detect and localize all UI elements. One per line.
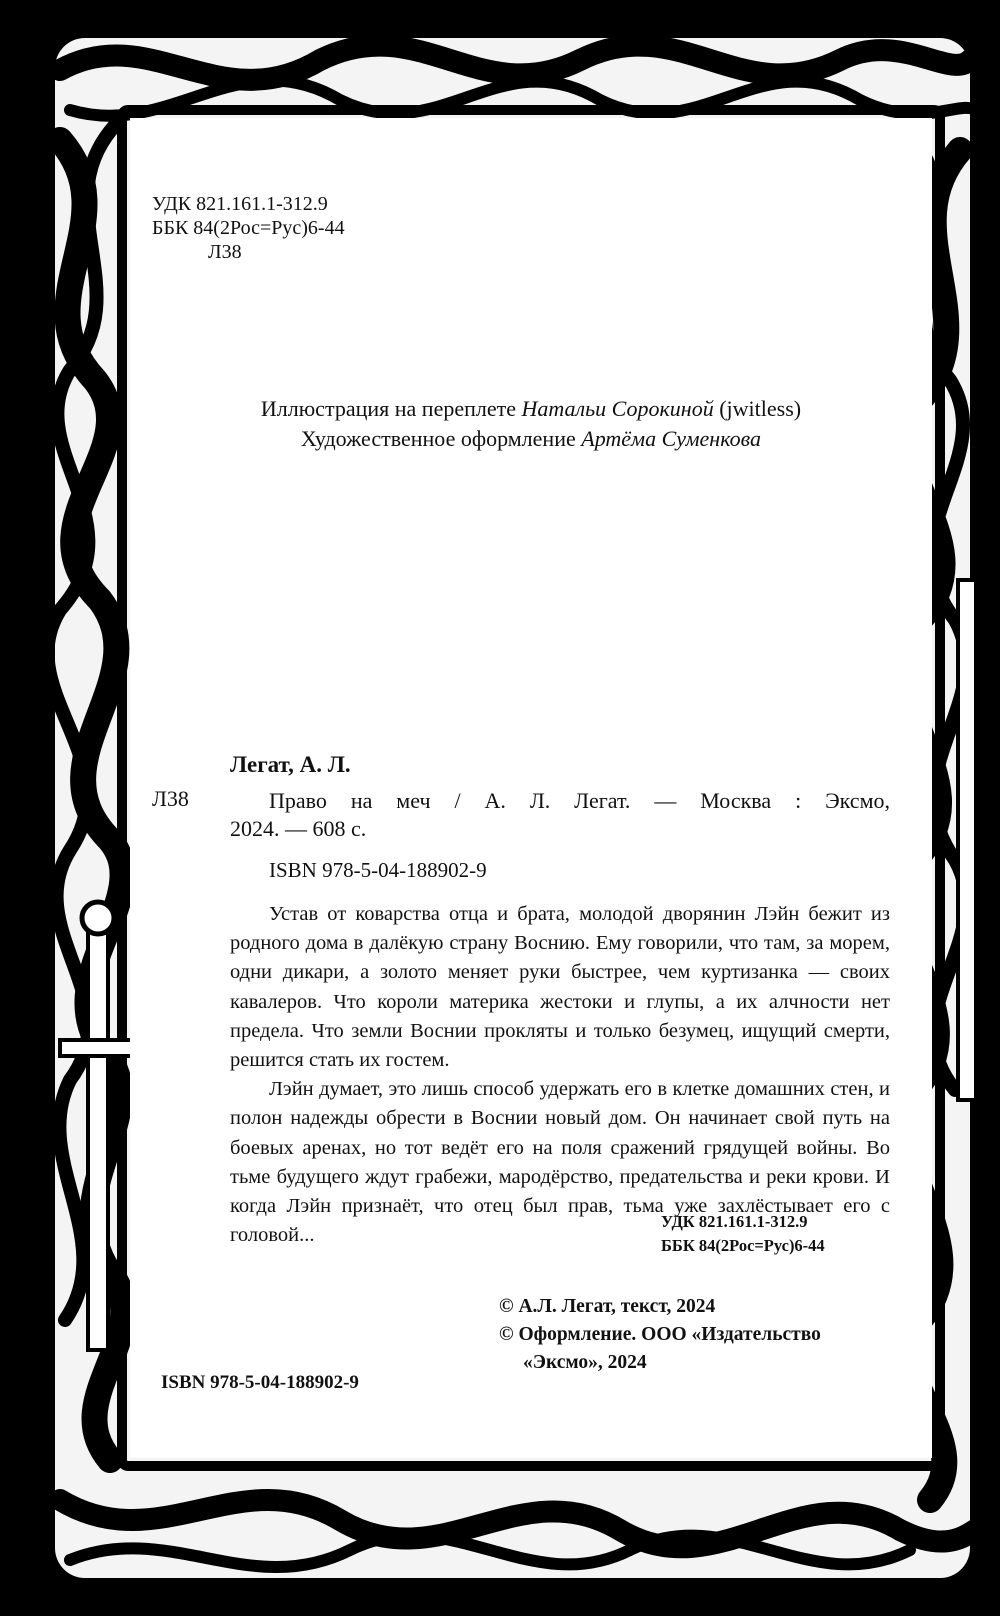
copyright-design: © Оформление. ООО «Издательство [499,1324,821,1345]
bibliographic-line-2: 2024. — 608 с. [230,816,367,841]
author-heading: Легат, А. Л. [230,752,351,777]
bbk-code: ББК 84(2Рос=Рус)6-44 [152,217,345,239]
illustration-credit: Иллюстрация на переплете Натальи Сорокиной (jwitless) [260,396,802,421]
bbk-code-bottom: ББК 84(2Рос=Рус)6-44 [661,1236,825,1255]
record-author-mark: Л38 [152,786,189,811]
illustrator-name: Натальи Сорокиной [521,396,714,421]
copyright-text: © А.Л. Легат, текст, 2024 [499,1296,716,1317]
annotation-paragraph-1: Устав от коварства отца и брата, молодой дворянин Лэйн бежит из родного дома в далёкую страну Воснию. Ему говорили, что там, за морем, одни дикари, а золото меняет руки быстрее, чем куртизанка — своих кавалеров. Что короли материка жестоки и глупы, а их алчности нет предела. Что земли Воснии прокляты и только безумец, ищущий смерти, решится стать их гостем. [230,903,890,1072]
design-credit: Художественное оформление Артёма Суменкова [300,426,762,451]
annotation [230,900,890,1250]
bibliographic-line-1: Право на меч / А. Л. Легат. — Москва : Эксмо, [269,788,890,813]
isbn-record: ISBN 978-5-04-188902-9 [269,858,487,882]
udk-code: УДК 821.161.1-312.9 [152,193,328,215]
annotation-paragraph-2: Лэйн думает, это лишь способ удержать его в клетке домашних стен, и полон надежды обрести в Воснии новый дом. Он начинает свой путь на боевых аренах, но тот ведёт его на поля сражений грядущей войны. Во тьме будущего ждут грабежи, мародёрство, предательства и реки крови. И когда Лэйн признаёт, что отец был прав, тьма уже захлёстывает его с головой... [230,1078,890,1247]
copyright-design-cont: «Эксмо», 2024 [523,1352,647,1373]
author-mark: Л38 [208,241,242,263]
designer-name: Артёма Суменкова [581,426,762,451]
udk-code-bottom: УДК 821.161.1-312.9 [661,1212,808,1231]
isbn-bottom: ISBN 978-5-04-188902-9 [161,1372,359,1393]
